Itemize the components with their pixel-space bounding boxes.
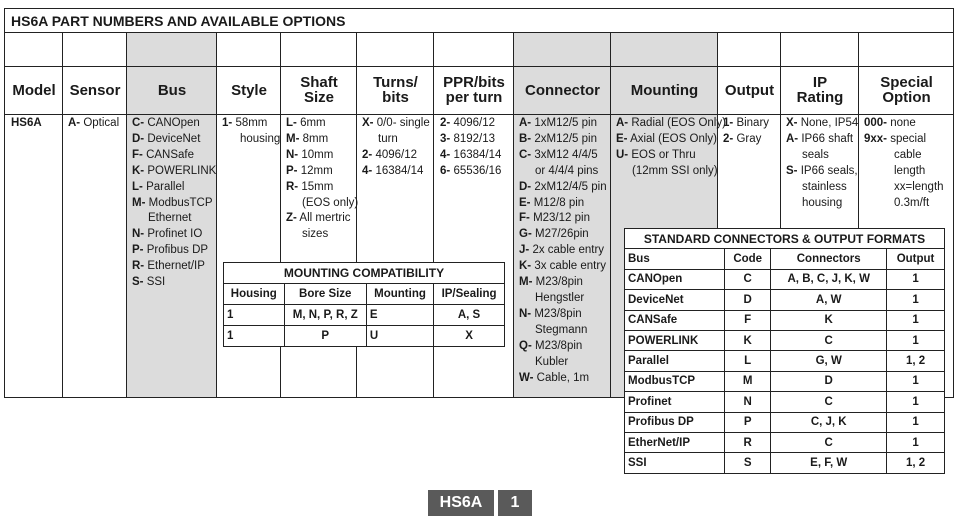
sensor-option-text: Optical [83, 117, 120, 129]
mounting-option-text: Radial (EOS Only) [631, 117, 726, 129]
shaft-option [286, 211, 358, 227]
connector-option [519, 371, 607, 387]
sc-col-output: Output [887, 249, 945, 269]
header-mounting: Mounting [630, 81, 699, 99]
shaft-option-text: 8mm [302, 132, 329, 145]
connector-option [519, 307, 607, 323]
special-option-continuation: length [894, 164, 926, 177]
header-output: Output [724, 81, 775, 99]
connector-option-code: E- [519, 196, 531, 209]
turns-option-continuation: turn [378, 132, 398, 145]
cell: Profibus DP [625, 412, 725, 432]
sensor-option-code: A- [68, 117, 81, 129]
cell: M, N, P, R, Z [284, 305, 366, 326]
cell: P [284, 326, 366, 347]
shaft-option-continuation: (EOS only) [302, 196, 359, 209]
connector-option [519, 339, 607, 355]
ppr-option [440, 148, 501, 164]
cell: 1 [887, 392, 945, 412]
cell: 1, 2 [887, 351, 945, 371]
table-row [625, 453, 945, 473]
connector-option-code: G- [519, 228, 532, 241]
connector-option-code: Q- [519, 339, 532, 352]
bus-option-code: D- [132, 132, 145, 145]
output-option-code: 2- [723, 132, 734, 145]
special-option-code: 000- [864, 117, 888, 129]
bus-option-text: CANOpen [147, 117, 200, 129]
bus-option [132, 132, 216, 148]
mounting-compat-header [224, 284, 505, 305]
mc-col-ip: IP/Sealing [434, 284, 505, 305]
header-special [859, 66, 954, 114]
bus-option [132, 164, 216, 180]
turns-option [362, 148, 430, 164]
bus-option-text: ModbusTCP [148, 196, 213, 209]
connector-option-text: Cable, 1m [536, 371, 590, 384]
cell: L [725, 351, 771, 371]
mounting-option [616, 132, 726, 148]
bus-option-text: DeviceNet [147, 132, 201, 145]
connector-option-continuation: Stegmann [535, 323, 588, 336]
header-connector: Connector [525, 81, 600, 99]
bus-options [132, 116, 216, 291]
table-row [224, 305, 505, 326]
mounting-compatibility-table [223, 262, 505, 347]
ip-option-continuation: seals [802, 148, 829, 161]
cell: CANSafe [625, 310, 725, 330]
shaft-option-code: L- [286, 117, 297, 129]
special-option-text: none [890, 117, 916, 129]
cell: S [725, 453, 771, 473]
mounting-options [616, 116, 726, 180]
ppr-option [440, 132, 501, 148]
output-option-text: Gray [736, 132, 762, 145]
shaft-options [286, 116, 358, 243]
connector-option-text: M23/12 pin [533, 212, 590, 225]
bus-option-text: Profibus DP [146, 244, 209, 257]
bus-option-text: CANSafe [146, 148, 194, 161]
bus-option-code: L- [132, 180, 143, 193]
table-row [625, 269, 945, 289]
ppr-options [440, 116, 501, 180]
style-option-code: 1- [222, 117, 233, 129]
connector-option-text: 3xM12 4/4/5 [534, 148, 598, 161]
cell: CANOpen [625, 269, 725, 289]
bus-option-text: Ethernet/IP [147, 260, 205, 273]
ppr-option-code: 3- [440, 132, 451, 145]
connector-option-code: C- [519, 148, 532, 161]
cell: 1 [224, 326, 285, 347]
ip-option-continuation: stainless [802, 180, 847, 193]
shaft-option-code: R- [286, 180, 299, 193]
connector-option-text: M23/8pin [534, 339, 583, 352]
cell: A, B, C, J, K, W [771, 269, 887, 289]
connector-option [519, 196, 607, 212]
ip-option-text: IP66 seals, [800, 164, 858, 177]
style-option-text: 58mm [235, 117, 268, 129]
cell: C [771, 432, 887, 452]
mounting-option [616, 148, 726, 164]
page-number: 1 [498, 490, 532, 516]
cell: G, W [771, 351, 887, 371]
connector-option-code: B- [519, 132, 532, 145]
table-row [625, 412, 945, 432]
bus-option-text: POWERLINK [147, 164, 217, 177]
header-ip [781, 66, 859, 114]
connector-option [519, 211, 607, 227]
turns-option-code: 2- [362, 148, 373, 161]
turns-option [362, 116, 430, 132]
cell: N [725, 392, 771, 412]
shaft-option [286, 132, 358, 148]
cell: 1 [887, 330, 945, 350]
bus-option-code: C- [132, 117, 145, 129]
shaft-option-text: 10mm [301, 148, 334, 161]
connector-option-text: 3x cable entry [534, 260, 606, 273]
header-turns-line1: Turns/ [373, 74, 418, 91]
shaft-option-continuation: sizes [302, 228, 329, 241]
table-row [625, 371, 945, 391]
cell: DeviceNet [625, 290, 725, 310]
sc-col-bus: Bus [625, 249, 725, 269]
sc-col-connectors: Connectors [771, 249, 887, 269]
connector-option-code: D- [519, 180, 532, 193]
standard-connectors-table [624, 228, 945, 474]
cell: D [725, 290, 771, 310]
turns-option-code: 4- [362, 164, 373, 177]
output-option-code: 1- [723, 117, 734, 129]
header-shaft-line2: Size [303, 89, 334, 106]
table-row [625, 310, 945, 330]
cell: C [771, 392, 887, 412]
shaft-option-code: M- [286, 132, 300, 145]
shaft-option-code: Z- [286, 212, 297, 225]
sc-col-code: Code [725, 249, 771, 269]
bus-option-continuation: Ethernet [148, 212, 192, 225]
model-value: HS6A [11, 117, 42, 129]
cell: A, W [771, 290, 887, 310]
cell: Parallel [625, 351, 725, 371]
header-shaft-line1: Shaft [300, 74, 338, 91]
turns-options [362, 116, 430, 180]
cell: K [725, 330, 771, 350]
connector-option-text: 2xM12/5 pin [534, 132, 597, 145]
ppr-option-code: 4- [440, 148, 451, 161]
shaft-option-code: P- [286, 164, 298, 177]
header-ppr [434, 66, 514, 114]
connector-option-text: M23/8pin [534, 307, 582, 320]
connector-option-code: N- [519, 307, 532, 320]
cell: ModbusTCP [625, 371, 725, 391]
table-row [625, 392, 945, 412]
mounting-compat-title: MOUNTING COMPATIBILITY [224, 263, 505, 284]
table-row [625, 351, 945, 371]
style-option-continuation: housing [240, 132, 281, 145]
mounting-option-continuation: (12mm SSI only) [632, 164, 718, 177]
ip-option-continuation: housing [802, 196, 843, 209]
connector-option [519, 243, 607, 259]
mc-col-bore: Bore Size [284, 284, 366, 305]
mc-col-housing: Housing [224, 284, 285, 305]
ip-option-text: IP66 shaft [801, 132, 854, 145]
connector-option [519, 275, 607, 291]
cell: K [771, 310, 887, 330]
cell: E, F, W [771, 453, 887, 473]
cell: D [771, 371, 887, 391]
ip-option-code: A- [786, 132, 799, 145]
bus-option-code: N- [132, 228, 145, 241]
ppr-option-text: 16384/14 [453, 148, 502, 161]
output-option [723, 132, 769, 148]
special-option-text: special [890, 132, 927, 145]
header-sensor: Sensor [69, 81, 121, 99]
header-turns [357, 66, 434, 114]
turns-option-text: 16384/14 [375, 164, 424, 177]
ip-option-text: None, IP54 [800, 117, 859, 129]
sensor-options [68, 116, 119, 132]
mounting-option-code: U- [616, 148, 629, 161]
style-options [222, 116, 280, 148]
mounting-option-text: Axial (EOS Only) [630, 132, 717, 145]
ppr-option [440, 164, 501, 180]
cell: 1 [887, 432, 945, 452]
ppr-option-code: 6- [440, 164, 451, 177]
shaft-option [286, 164, 358, 180]
std-connectors-title: STANDARD CONNECTORS & OUTPUT FORMATS [625, 229, 945, 249]
ppr-option-text: 65536/16 [453, 164, 502, 177]
table-row [224, 326, 505, 347]
table-row [625, 290, 945, 310]
cell: M [725, 371, 771, 391]
connector-option-code: K- [519, 260, 532, 273]
ip-option [786, 116, 858, 132]
cell: E [366, 305, 433, 326]
cell: 1 [887, 290, 945, 310]
bus-option-code: M- [132, 196, 146, 209]
cell: 1 [887, 269, 945, 289]
cell: 1, 2 [887, 453, 945, 473]
connector-option [519, 259, 607, 275]
connector-option-code: F- [519, 212, 530, 225]
header-bus: Bus [157, 81, 187, 99]
mounting-option [616, 116, 726, 132]
header-special-line2: Option [882, 89, 931, 106]
cell: 1 [887, 412, 945, 432]
special-option-continuation: 0.3m/ft [894, 196, 930, 209]
bus-option [132, 116, 216, 132]
connector-option [519, 227, 607, 243]
ppr-option-text: 4096/12 [453, 117, 496, 129]
turns-option-code: X- [362, 117, 374, 129]
cell: 1 [224, 305, 285, 326]
cell: A, S [434, 305, 505, 326]
connector-option-text: 2xM12/4/5 pin [534, 180, 607, 193]
table-row [625, 432, 945, 452]
mc-col-mounting: Mounting [366, 284, 433, 305]
special-option-continuation: xx=length [894, 180, 944, 193]
connector-option-text: M23/8pin [535, 276, 583, 289]
header-special-line1: Special [880, 74, 933, 91]
cell: POWERLINK [625, 330, 725, 350]
sensor-option [68, 116, 119, 132]
header-model: Model [12, 81, 56, 99]
special-option [864, 132, 944, 148]
cell: C [771, 330, 887, 350]
special-option-continuation: cable [894, 148, 922, 161]
connector-option [519, 132, 607, 148]
footer-label: HS6A [428, 490, 494, 516]
header-ppr-line1: PPR/bits [443, 74, 505, 91]
special-option-code: 9xx- [864, 132, 888, 145]
header-ip-line2: Rating [796, 89, 844, 106]
header-ip-line1: IP [812, 74, 828, 91]
shaft-option-text: 6mm [300, 117, 326, 129]
bus-option [132, 180, 216, 196]
connector-option [519, 116, 607, 132]
cell: F [725, 310, 771, 330]
header-ppr-line2: per turn [445, 89, 503, 106]
mounting-option-code: E- [616, 132, 628, 145]
shaft-option [286, 116, 358, 132]
connector-option [519, 148, 607, 164]
output-option-text: Binary [736, 117, 770, 129]
cell: R [725, 432, 771, 452]
header-style: Style [231, 81, 267, 99]
cell: 1 [887, 371, 945, 391]
cell: 1 [887, 310, 945, 330]
connector-option-text: M27/26pin [534, 228, 589, 241]
bus-option [132, 196, 216, 212]
turns-option [362, 164, 430, 180]
std-connectors-header [625, 249, 945, 269]
cell: C [725, 269, 771, 289]
mounting-option-text: EOS or Thru [631, 148, 696, 161]
connector-option-text: 2x cable entry [532, 244, 605, 257]
bus-option-text: Parallel [146, 180, 185, 193]
bus-option-code: F- [132, 148, 143, 161]
cell: P [725, 412, 771, 432]
ip-option-code: S- [786, 164, 798, 177]
ip-options [786, 116, 858, 211]
cell: Profinet [625, 392, 725, 412]
ppr-option-code: 2- [440, 117, 451, 129]
bus-option-code: P- [132, 244, 144, 257]
connector-option-continuation: Hengstler [535, 291, 585, 304]
header-shaft [281, 66, 357, 114]
table-row [625, 330, 945, 350]
bus-option-text: SSI [146, 276, 166, 289]
connector-option-continuation: or 4/4/4 pins [535, 164, 599, 177]
cell: EtherNet/IP [625, 432, 725, 452]
connector-option-text: 1xM12/5 pin [534, 117, 597, 129]
cell: C, J, K [771, 412, 887, 432]
shaft-option-text: 15mm [301, 180, 334, 193]
special-option [864, 116, 944, 132]
bus-option [132, 259, 216, 275]
ip-option-code: X- [786, 117, 798, 129]
bus-option [132, 148, 216, 164]
header-turns-line2: bits [382, 89, 409, 106]
connector-option-code: A- [519, 117, 532, 129]
output-options [723, 116, 769, 148]
shaft-option-text: All mertric [299, 212, 351, 225]
bus-option-text: Profinet IO [147, 228, 203, 241]
shaft-option-code: N- [286, 148, 299, 161]
page-footer [428, 490, 532, 516]
cell: SSI [625, 453, 725, 473]
connector-option-text: M12/8 pin [533, 196, 585, 209]
shaft-option [286, 148, 358, 164]
bus-option [132, 275, 216, 291]
output-option [723, 116, 769, 132]
shaft-option-text: 12mm [300, 164, 333, 177]
bus-option-code: R- [132, 260, 145, 273]
connector-options [519, 116, 607, 386]
special-options [864, 116, 944, 211]
divider [5, 114, 953, 115]
connector-option [519, 180, 607, 196]
bus-option-code: S- [132, 276, 144, 289]
turns-option-text: 0/0- single [376, 117, 430, 129]
cell: X [434, 326, 505, 347]
connector-option-code: J- [519, 244, 530, 257]
page-title: HS6A PART NUMBERS AND AVAILABLE OPTIONS [5, 9, 953, 33]
shaft-option [286, 180, 358, 196]
connector-option-code: W- [519, 371, 534, 384]
style-option [222, 116, 280, 132]
connector-option-code: M- [519, 276, 533, 289]
cell: U [366, 326, 433, 347]
bus-option [132, 243, 216, 259]
mounting-option-code: A- [616, 117, 629, 129]
bus-option [132, 227, 216, 243]
ip-option [786, 164, 858, 180]
bus-option-code: K- [132, 164, 145, 177]
ppr-option-text: 8192/13 [453, 132, 496, 145]
turns-option-text: 4096/12 [375, 148, 418, 161]
ip-option [786, 132, 858, 148]
ppr-option [440, 116, 501, 132]
connector-option-continuation: Kubler [535, 355, 569, 368]
